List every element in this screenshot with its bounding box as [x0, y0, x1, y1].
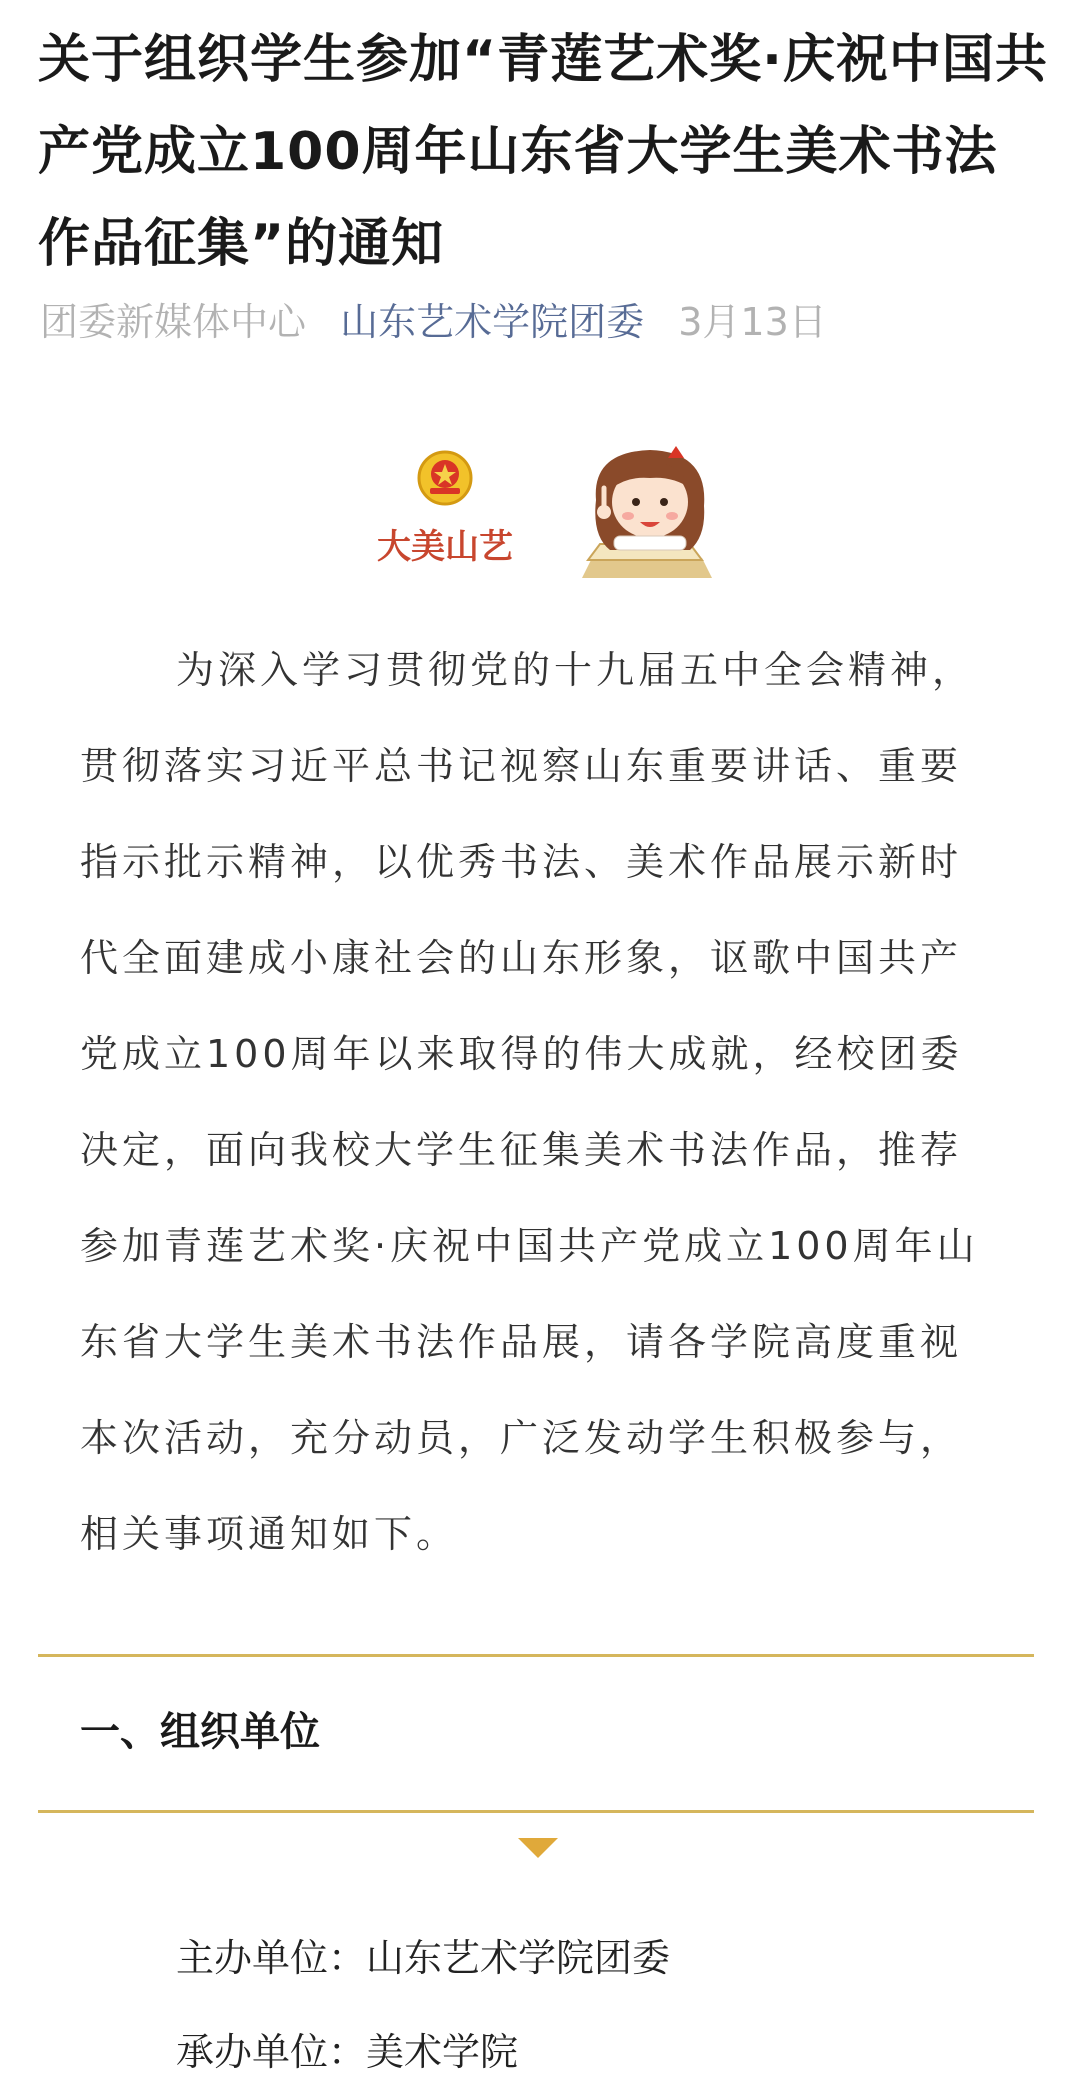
section-heading-organizers: 一、组织单位 [80, 1709, 320, 1755]
article-title: 关于组织学生参加“青莲艺术奖·庆祝中国共产党成立100周年山东省大学生美术书法作品征集”的通知 [38, 30, 1048, 274]
logo-text: 大美山艺 [377, 527, 513, 567]
intro-paragraph: 为深入学习贯彻党的十九届五中全会精神，贯彻落实习近平总书记视察山东重要讲话、重要指示批示精神，以优秀书法、美术作品展示新时代全面建成小康社会的山东形象，讴歌中国共产党成立100周年以来取得的伟大成就，经校团委决定，面向我校大学生征集美术书法作品，推荐参加青莲艺术奖·庆祝中国共产党成立100周年山东省大学生美术书法作品展，请各学院高度重视本次活动，充分动员，广泛发动学生积极参与，相关事项通知如下。 [80, 648, 979, 1556]
organizer-label: 主办单位： [176, 1936, 367, 1980]
organizer-value: 山东艺术学院团委 [366, 1936, 671, 1980]
section-divider-top [38, 1654, 1034, 1657]
undertaker-row [176, 2022, 518, 2082]
article-meta [40, 292, 849, 352]
triangle-down-icon [518, 1838, 558, 1858]
header-image [360, 440, 730, 580]
account-link[interactable]: 山东艺术学院团委 [340, 300, 645, 344]
undertaker-value: 美术学院 [366, 2030, 519, 2074]
organizer-row [176, 1928, 670, 1988]
youth-league-emblem-icon [419, 452, 471, 504]
author-name: 团委新媒体中心 [40, 300, 307, 344]
cartoon-girl-mascot-icon [582, 446, 712, 578]
section-divider-bottom [38, 1810, 1034, 1813]
undertaker-label: 承办单位： [176, 2030, 367, 2074]
publish-date: 3月13日 [678, 300, 827, 344]
